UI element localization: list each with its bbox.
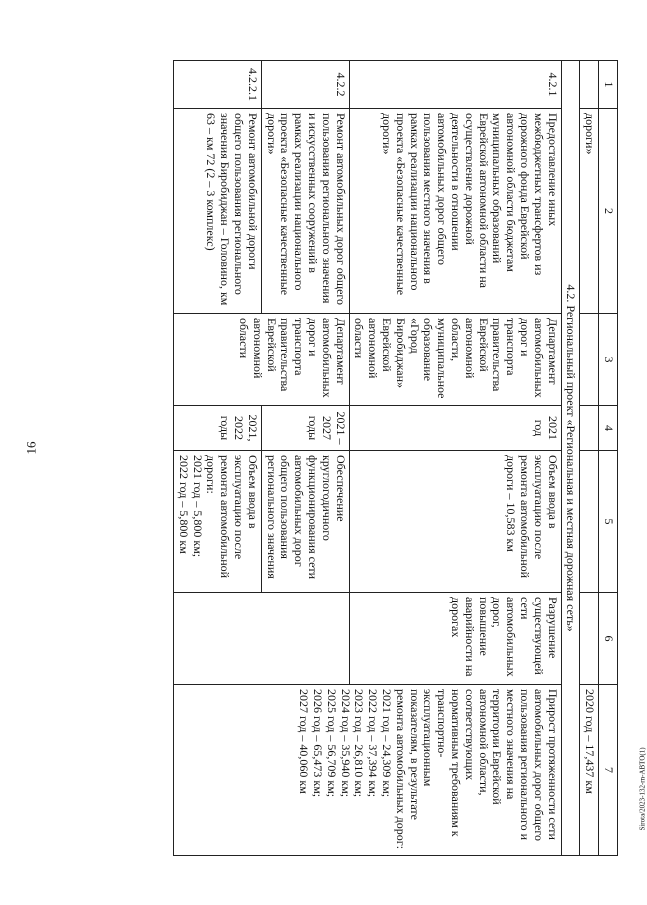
row-period: 2021, 2022 годы — [174, 406, 262, 451]
table-row — [349, 61, 561, 856]
row-period: 2021 – 2027 годы — [261, 406, 349, 451]
row-number: 4.2.2.1 — [174, 61, 262, 109]
row-risks — [174, 593, 350, 685]
rotated-table-container — [98, 60, 618, 855]
row-number: 4.2.2 — [261, 61, 349, 109]
row-period: 2021 год — [349, 406, 561, 451]
col-header: 2 — [599, 109, 618, 314]
row-result: Объем ввода в эксплуатацию после ремонта автомобильной дороги: 2021 год – 5,800 км; 2022 год – 5,800 км — [174, 451, 262, 593]
row-name: Ремонт автомобильных дорог общего пользования регионального значения и искусственных сооружений в рамках реализации национального проекта «Безопасные качественные дороги» — [261, 109, 349, 314]
continuation-cell: 2020 год – 17,437 км — [580, 685, 599, 856]
col-header: 5 — [599, 451, 618, 593]
col-header: 1 — [599, 61, 618, 109]
col-header: 4 — [599, 406, 618, 451]
row-executor: Департамент автомобильных дорог и транспорта правительства Еврейской автономной области — [174, 314, 350, 406]
section-row — [561, 61, 580, 856]
header-row — [599, 61, 618, 856]
row-risks: Разрушение существующей сети автомобильных дорог, повышение аварийности на дорогах — [349, 593, 561, 685]
continuation-cell: дороги» — [580, 109, 599, 314]
row-name: Предоставление иных межбюджетных трансфертов из дорожного фонда Еврейской автономной области бюджетам муниципальных образований Еврейской автономной области на осуществление дорожной деятельности в отношении автомобильных дорог общего пользования местного значения в рамках реализации национального проекта «Безопасные качественные дороги» — [349, 109, 561, 314]
col-header: 3 — [599, 314, 618, 406]
page-number: 16 — [23, 441, 39, 455]
footer-code: Sirota/2023-132-rn-ABTO(1) — [638, 747, 647, 831]
row-indicator: Прирост протяженности сети автомобильных дорог общего пользования регионального и местного значения на территории Еврейской автономной области, соответствующих нормативным требованиям к транспортно-эксплуатационным показателям, в результате ремонта автомобильных дорог: 2021 год – 24,309 км; 2022 год – 37,394 км; 2023 год – 26,810 км; 2024 год – 35,940 км; 2025 год – 56,709 км; 2026 год – 65,473 км; 2027 год – 40,060 км — [174, 685, 562, 856]
col-header: 6 — [599, 593, 618, 685]
continuation-row — [580, 61, 599, 856]
row-result: Объем ввода в эксплуатацию после ремонта автомобильной дороги – 10,583 км — [349, 451, 561, 593]
col-header: 7 — [599, 685, 618, 856]
row-executor: Департамент автомобильных дорог и транспорта правительства Еврейской автономной области, муниципальное образование «Город Биробиджан» Еврейской автономной области — [349, 314, 561, 406]
section-title: 4.2. Региональный проект «Региональная и местная дорожная сеть» — [561, 61, 580, 856]
row-result: Обеспечение круглогодичного функционирования сети автомобильных дорог общего пользования регионального значения — [261, 451, 349, 593]
row-name: Ремонт автомобильной дороги общего пользования регионального значения Биробиджан – Головино, км 63 – км 72 (2 – 3 комплекс) — [174, 109, 262, 314]
row-number: 4.2.1 — [349, 61, 561, 109]
program-table — [173, 60, 618, 856]
